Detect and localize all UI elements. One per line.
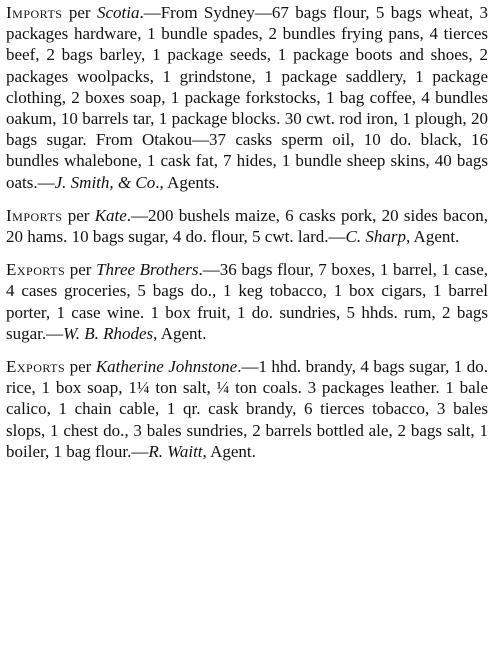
vessel-name: Three Brothers bbox=[96, 260, 199, 280]
vessel-name: Scotia bbox=[96, 3, 140, 22]
notice-body: .—From Sydney—67 bags flour, 5 bags wheat, 3 packages hardware, 1 bundle spades, 2 bundles frying pans, 4 tierces beef, 2 bags barley, 1 package seeds, 1 package boots and shoes, 2 packages woolpacks, 1 grindstone, 1 package saddlery, 1 package clothing, 2 boxes soap, 1 package forkstocks, 1 bag coffee, 4 bundles oakum, 10 barrels tar, 1 package blocks. 30 cwt. rod iron, 1 plough, 20 bags sugar. From Otakou—37 casks sperm oil, 10 do. black, 16 bundles whalebone, 1 cask fat, 7 hides, 1 bundle sheep skins, 40 bags oats.— bbox=[6, 3, 488, 192]
notice-per: per bbox=[65, 357, 96, 377]
vessel-name: Katherine Johnstone bbox=[95, 357, 238, 377]
newspaper-column bbox=[6, 2, 488, 462]
notice-per: per bbox=[62, 205, 95, 225]
agent-name: J. Smith, & Co bbox=[54, 172, 156, 192]
notice-per: per bbox=[65, 260, 97, 280]
agent-name: R. Waitt bbox=[148, 441, 203, 461]
notice-suffix: , Agent. bbox=[406, 227, 460, 247]
notice-suffix: , Agent. bbox=[153, 323, 207, 343]
agent-name: C. Sharp bbox=[345, 227, 406, 247]
notice-exports-three-brothers bbox=[6, 259, 488, 344]
notice-heading: Imports bbox=[6, 205, 63, 225]
agent-name: W. B. Rhodes bbox=[63, 323, 154, 343]
notice-heading: Imports bbox=[6, 3, 63, 22]
notice-exports-katherine-johnstone bbox=[6, 356, 488, 462]
notice-imports-scotia bbox=[6, 2, 488, 193]
notice-body: .—1 hhd. brandy, 4 bags sugar, 1 do. rice, 1 box soap, 1¼ ton salt, ¼ ton coals. 3 packages leather. 1 bale calico, 1 chain cable, 1 qr. cask brandy, 6 tierces tobacco, 3 bales slops, 1 chest do., 3 bales sundries, 2 barrels bottled ale, 2 bags salt, 1 boiler, 1 bag flour.— bbox=[6, 357, 489, 461]
notice-suffix: ., Agents. bbox=[155, 172, 220, 192]
notice-body: .—200 bushels maize, 6 casks pork, 20 sides bacon, 20 hams. 10 bags sugar, 4 do. flour, 5 cwt. lard.— bbox=[6, 205, 488, 247]
notice-body: .—36 bags flour, 7 boxes, 1 barrel, 1 case, 4 cases groceries, 5 bags do., 1 keg tobacco, 1 box cigars, 1 barrel porter, 1 case wine. 1 box fruit, 1 do. sundries, 5 hhds. rum, 2 bags sugar.— bbox=[6, 260, 488, 343]
notice-imports-kate bbox=[6, 205, 488, 247]
notice-heading: Exports bbox=[6, 260, 66, 280]
notice-per: per bbox=[62, 3, 97, 22]
notice-heading: Exports bbox=[6, 357, 66, 377]
notice-suffix: , Agent. bbox=[202, 441, 256, 461]
vessel-name: Kate bbox=[94, 205, 127, 225]
